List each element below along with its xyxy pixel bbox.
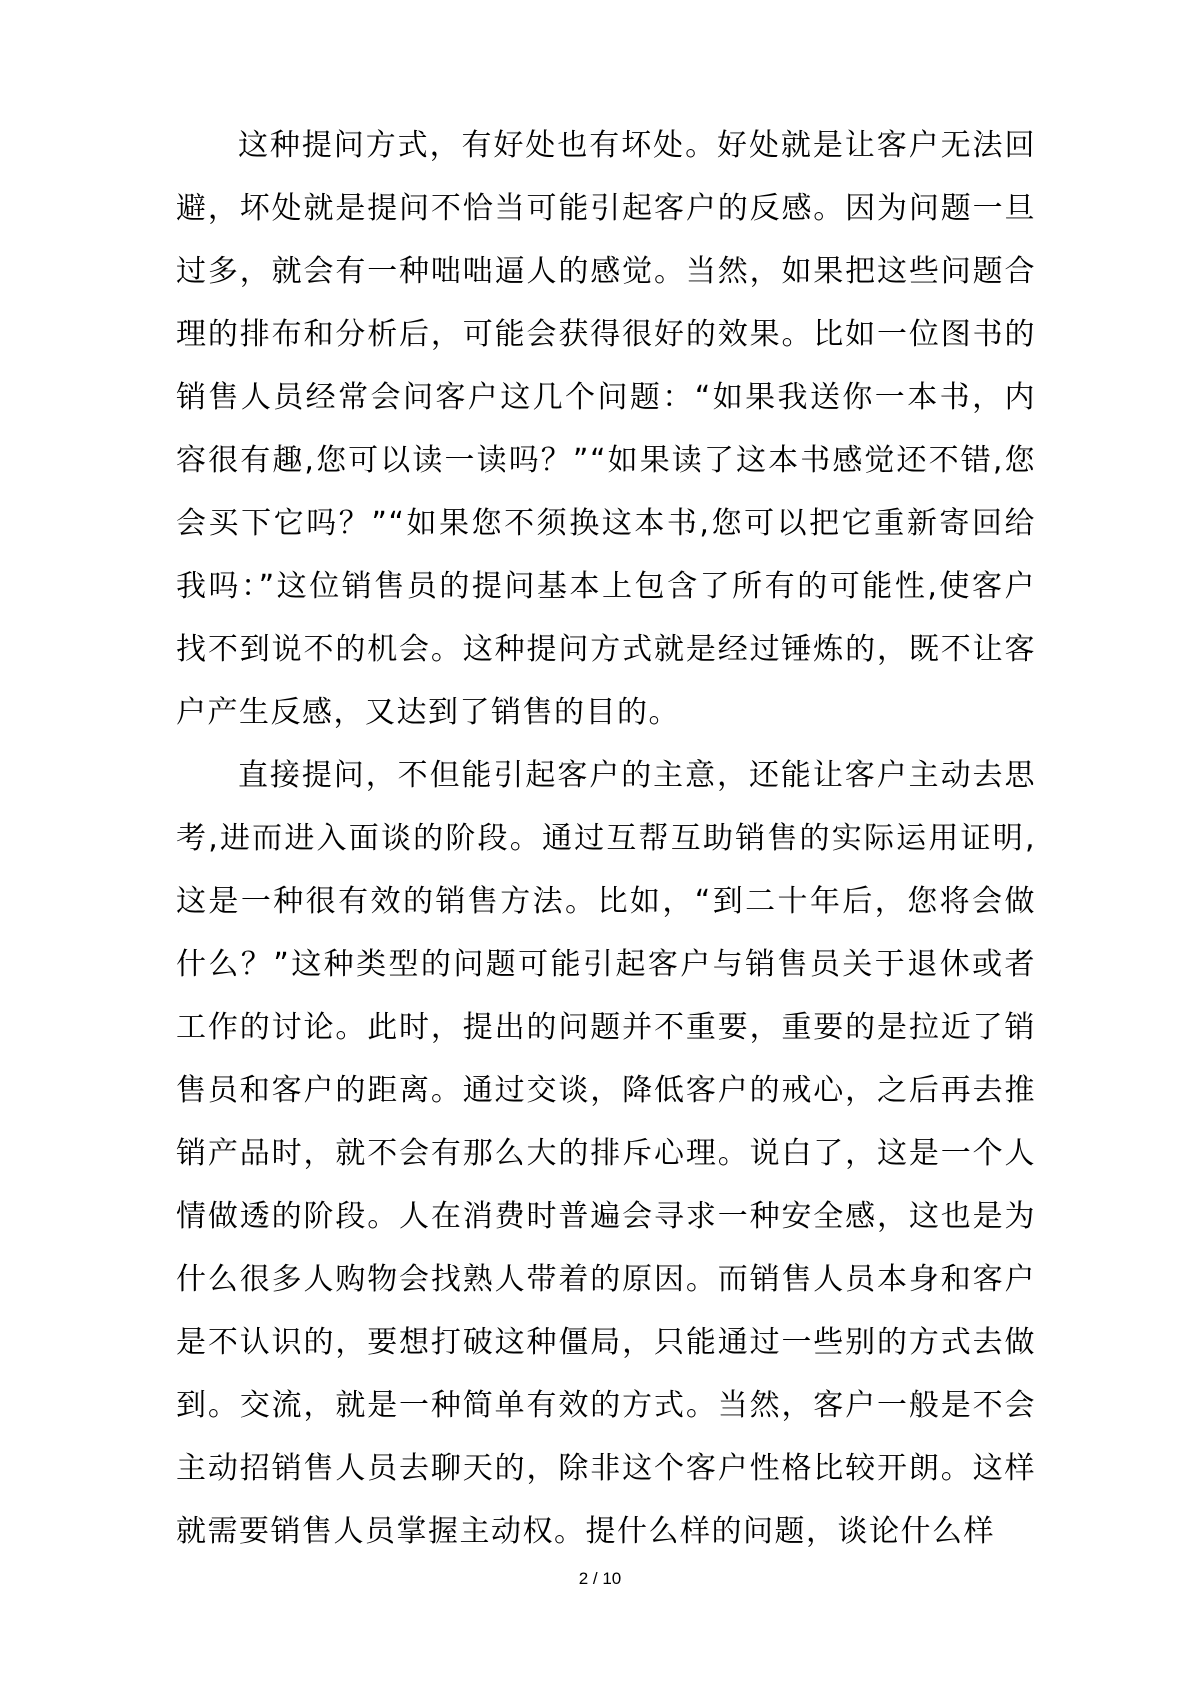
paragraph-1: 这种提问方式，有好处也有坏处。好处就是让客户无法回避，坏处就是提问不恰当可能引起客户的反感。因为问题一旦过多，就会有一种咄咄逼人的感觉。当然，如果把这些问题合理的排布和分析后，可能会获得很好的效果。比如一位图书的销售人员经常会问客户这几个问题：“如果我送你一本书，内容很有趣,您可以读一读吗？”“如果读了这本书感觉还不错,您会买下它吗？”“如果您不须换这本书,您可以把它重新寄回给我吗：”这位销售员的提问基本上包含了所有的可能性,使客户找不到说不的机会。这种提问方式就是经过锤炼的，既不让客户产生反感，又达到了销售的目的。 bbox=[176, 128, 1036, 730]
body-text bbox=[176, 114, 1036, 1563]
page-number: 2 / 10 bbox=[578, 1569, 622, 1588]
paragraph-2: 直接提问，不但能引起客户的主意，还能让客户主动去思考,进而进入面谈的阶段。通过互帮互助销售的实际运用证明,这是一种很有效的销售方法。比如，“到二十年后，您将会做什么？”这种类型的问题可能引起客户与销售员关于退休或者工作的讨论。此时，提出的问题并不重要，重要的是拉近了销售员和客户的距离。通过交谈，降低客户的戒心，之后再去推销产品时，就不会有那么大的排斥心理。说白了，这是一个人情做透的阶段。人在消费时普遍会寻求一种安全感，这也是为什么很多人购物会找熟人带着的原因。而销售人员本身和客户是不认识的，要想打破这种僵局，只能通过一些别的方式去做到。交流，就是一种简单有效的方式。当然，客户一般是不会主动招销售人员去聊天的，除非这个客户性格比较开朗。这样就需要销售人员掌握主动权。提什么样的问题，谈论什么样 bbox=[176, 758, 1036, 1549]
